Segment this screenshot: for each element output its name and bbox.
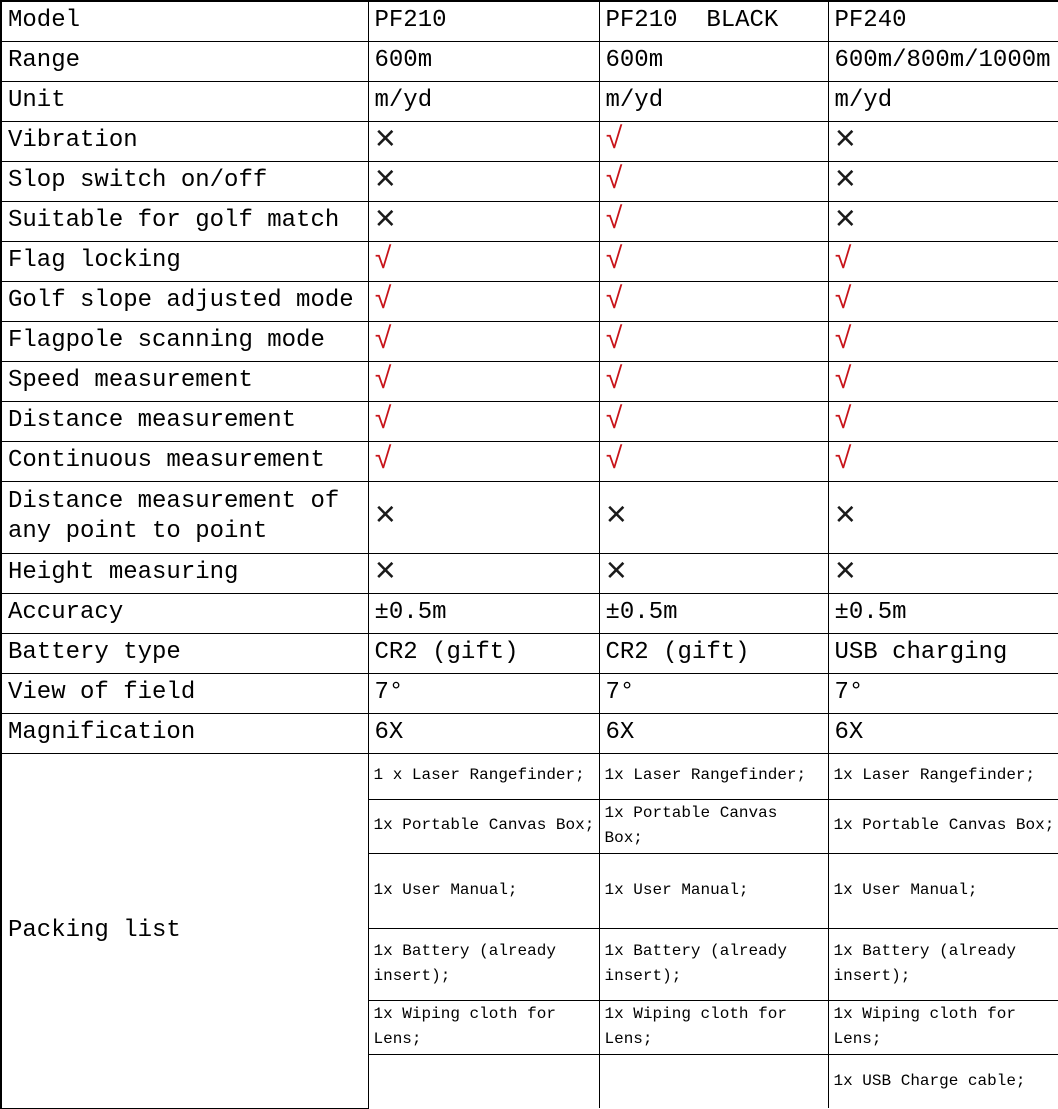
- cell-distance-measurement-pf210-black: √: [599, 401, 828, 441]
- table-row-magnification: [1, 713, 1058, 753]
- row-label-flag-locking: Flag locking: [1, 241, 368, 281]
- table-row-view-of-field: [1, 673, 1058, 713]
- cell-model-pf210: PF210: [368, 1, 599, 41]
- cell-flagpole-scanning-pf240: √: [828, 321, 1058, 361]
- table-row-golf-slope-mode: [1, 281, 1058, 321]
- row-label-view-of-field: View of field: [1, 673, 368, 713]
- cell-accuracy-pf210-black: ±0.5m: [599, 593, 828, 633]
- table-row-height-measuring: [1, 553, 1058, 593]
- table-row-accuracy: [1, 593, 1058, 633]
- cell-battery-type-pf240: USB charging: [828, 633, 1058, 673]
- cell-packing-wiping-cloth-pf210: 1x Wiping cloth for Lens;: [368, 1000, 599, 1054]
- cell-unit-pf210: m/yd: [368, 81, 599, 121]
- row-label-accuracy: Accuracy: [1, 593, 368, 633]
- row-label-continuous-measurement: Continuous measurement: [1, 441, 368, 481]
- row-label-point-to-point: Distance measurement of any point to point: [1, 481, 368, 553]
- cell-flag-locking-pf240: √: [828, 241, 1058, 281]
- cell-model-pf210-black: PF210 BLACK: [599, 1, 828, 41]
- table-row-golf-match: [1, 201, 1058, 241]
- cell-packing-battery-pf210: 1x Battery (already insert);: [368, 928, 599, 1000]
- cell-packing-usb-cable-pf210: [368, 1054, 599, 1108]
- cell-accuracy-pf240: ±0.5m: [828, 593, 1058, 633]
- table-row-slop-switch: [1, 161, 1058, 201]
- cell-golf-slope-mode-pf210: √: [368, 281, 599, 321]
- cell-accuracy-pf210: ±0.5m: [368, 593, 599, 633]
- row-label-slop-switch: Slop switch on/off: [1, 161, 368, 201]
- row-label-unit: Unit: [1, 81, 368, 121]
- cell-slop-switch-pf240: ×: [828, 161, 1058, 201]
- cell-vibration-pf210-black: √: [599, 121, 828, 161]
- cell-height-measuring-pf210: ×: [368, 553, 599, 593]
- table-row-speed-measurement: [1, 361, 1058, 401]
- cell-view-of-field-pf210-black: 7°: [599, 673, 828, 713]
- cell-packing-wiping-cloth-pf240: 1x Wiping cloth for Lens;: [828, 1000, 1058, 1054]
- cell-packing-rangefinder-pf210: 1 x Laser Rangefinder;: [368, 753, 599, 799]
- cell-point-to-point-pf210-black: ×: [599, 481, 828, 553]
- row-label-packing-list: Packing list: [1, 753, 368, 1108]
- cell-view-of-field-pf240: 7°: [828, 673, 1058, 713]
- row-label-golf-slope-mode: Golf slope adjusted mode: [1, 281, 368, 321]
- cell-view-of-field-pf210: 7°: [368, 673, 599, 713]
- cell-speed-measurement-pf210-black: √: [599, 361, 828, 401]
- cell-golf-match-pf210: ×: [368, 201, 599, 241]
- cell-packing-canvas-box-pf210: 1x Portable Canvas Box;: [368, 799, 599, 853]
- cell-magnification-pf210: 6X: [368, 713, 599, 753]
- table-row-distance-measurement: [1, 401, 1058, 441]
- cell-continuous-measurement-pf210-black: √: [599, 441, 828, 481]
- cell-packing-user-manual-pf210: 1x User Manual;: [368, 853, 599, 928]
- cell-range-pf240: 600m/800m/1000m: [828, 41, 1058, 81]
- cell-range-pf210-black: 600m: [599, 41, 828, 81]
- cell-golf-slope-mode-pf210-black: √: [599, 281, 828, 321]
- row-label-flagpole-scanning: Flagpole scanning mode: [1, 321, 368, 361]
- table-row-continuous-measurement: [1, 441, 1058, 481]
- cell-packing-user-manual-pf210-black: 1x User Manual;: [599, 853, 828, 928]
- row-label-magnification: Magnification: [1, 713, 368, 753]
- table-row-flag-locking: [1, 241, 1058, 281]
- cell-packing-usb-cable-pf210-black: [599, 1054, 828, 1108]
- table-row-vibration: [1, 121, 1058, 161]
- cell-packing-wiping-cloth-pf210-black: 1x Wiping cloth for Lens;: [599, 1000, 828, 1054]
- cell-speed-measurement-pf240: √: [828, 361, 1058, 401]
- cell-continuous-measurement-pf240: √: [828, 441, 1058, 481]
- cell-point-to-point-pf240: ×: [828, 481, 1058, 553]
- cell-packing-rangefinder-pf210-black: 1x Laser Rangefinder;: [599, 753, 828, 799]
- cell-point-to-point-pf210: ×: [368, 481, 599, 553]
- cell-distance-measurement-pf240: √: [828, 401, 1058, 441]
- cell-packing-canvas-box-pf210-black: 1x Portable Canvas Box;: [599, 799, 828, 853]
- cell-golf-match-pf210-black: √: [599, 201, 828, 241]
- table-row-unit: [1, 81, 1058, 121]
- cell-speed-measurement-pf210: √: [368, 361, 599, 401]
- cell-magnification-pf210-black: 6X: [599, 713, 828, 753]
- cell-height-measuring-pf240: ×: [828, 553, 1058, 593]
- row-label-height-measuring: Height measuring: [1, 553, 368, 593]
- cell-model-pf240: PF240: [828, 1, 1058, 41]
- table-row-battery-type: [1, 633, 1058, 673]
- cell-vibration-pf210: ×: [368, 121, 599, 161]
- row-label-speed-measurement: Speed measurement: [1, 361, 368, 401]
- cell-height-measuring-pf210-black: ×: [599, 553, 828, 593]
- cell-golf-slope-mode-pf240: √: [828, 281, 1058, 321]
- table-row-flagpole-scanning: [1, 321, 1058, 361]
- cell-packing-battery-pf210-black: 1x Battery (already insert);: [599, 928, 828, 1000]
- cell-magnification-pf240: 6X: [828, 713, 1058, 753]
- cell-vibration-pf240: ×: [828, 121, 1058, 161]
- row-label-golf-match: Suitable for golf match: [1, 201, 368, 241]
- cell-flagpole-scanning-pf210-black: √: [599, 321, 828, 361]
- cell-battery-type-pf210-black: CR2 (gift): [599, 633, 828, 673]
- cell-distance-measurement-pf210: √: [368, 401, 599, 441]
- cell-packing-usb-cable-pf240: 1x USB Charge cable;: [828, 1054, 1058, 1108]
- cell-range-pf210: 600m: [368, 41, 599, 81]
- row-label-distance-measurement: Distance measurement: [1, 401, 368, 441]
- cell-unit-pf210-black: m/yd: [599, 81, 828, 121]
- cell-packing-user-manual-pf240: 1x User Manual;: [828, 853, 1058, 928]
- cell-packing-canvas-box-pf240: 1x Portable Canvas Box;: [828, 799, 1058, 853]
- cell-packing-rangefinder-pf240: 1x Laser Rangefinder;: [828, 753, 1058, 799]
- cell-flagpole-scanning-pf210: √: [368, 321, 599, 361]
- cell-flag-locking-pf210-black: √: [599, 241, 828, 281]
- table-row-point-to-point: [1, 481, 1058, 553]
- table-row-model: [1, 1, 1058, 41]
- cell-unit-pf240: m/yd: [828, 81, 1058, 121]
- cell-continuous-measurement-pf210: √: [368, 441, 599, 481]
- row-label-model: Model: [1, 1, 368, 41]
- row-label-vibration: Vibration: [1, 121, 368, 161]
- table-row-range: [1, 41, 1058, 81]
- row-label-battery-type: Battery type: [1, 633, 368, 673]
- cell-battery-type-pf210: CR2 (gift): [368, 633, 599, 673]
- cell-golf-match-pf240: ×: [828, 201, 1058, 241]
- cell-slop-switch-pf210: ×: [368, 161, 599, 201]
- cell-packing-battery-pf240: 1x Battery (already insert);: [828, 928, 1058, 1000]
- cell-flag-locking-pf210: √: [368, 241, 599, 281]
- packing-row-rangefinder: [1, 753, 1058, 799]
- row-label-range: Range: [1, 41, 368, 81]
- cell-slop-switch-pf210-black: √: [599, 161, 828, 201]
